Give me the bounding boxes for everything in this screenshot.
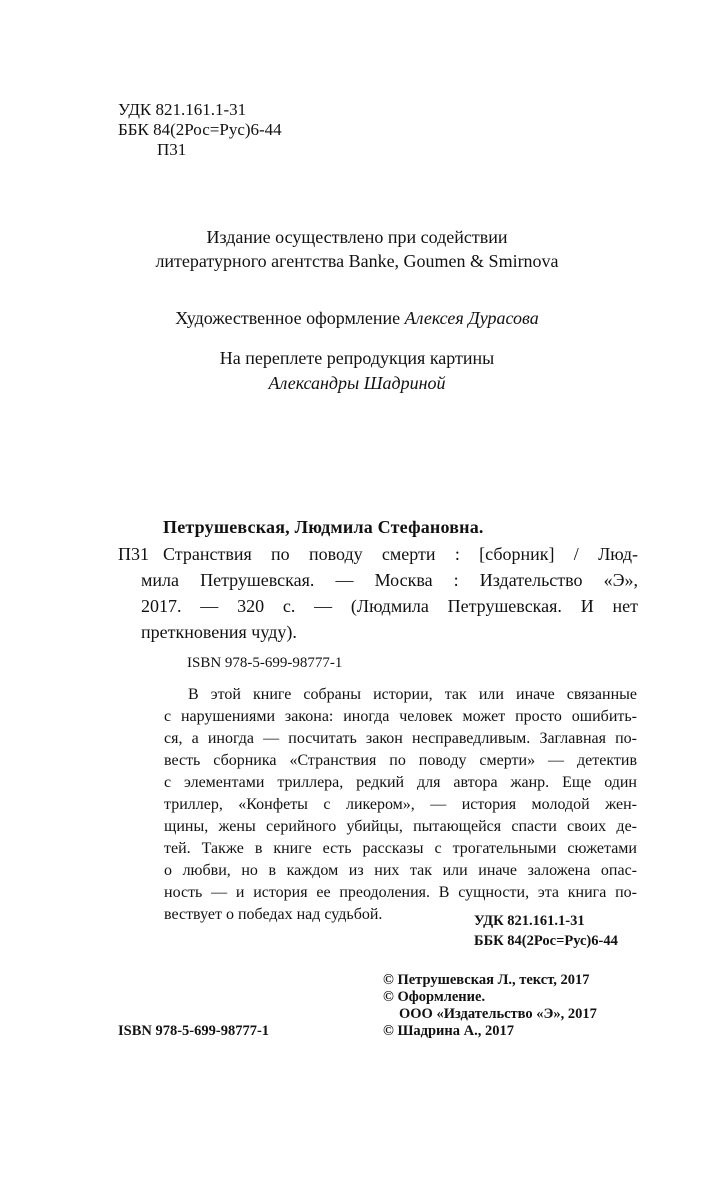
copyright-line: © Оформление. xyxy=(383,989,486,1005)
udk-footer-line: УДК 821.161.1-31 xyxy=(474,913,585,929)
cover-credit-line: На переплете репродукция картины xyxy=(219,348,495,368)
catalog-entry-line: преткновения чуду). xyxy=(141,622,297,642)
copyright-line: ООО «Издательство «Э», 2017 xyxy=(399,1006,597,1022)
catalog-author: Петрушевская, Людмила Стефановна. xyxy=(163,517,484,537)
annotation-line: триллер, «Конфеты с ликером», — история молодой жен- xyxy=(164,796,637,813)
annotation-line: весть сборника «Странствия по поводу смерти» — детектив xyxy=(164,752,637,769)
agency-line-1: Издание осуществлено при содействии xyxy=(206,227,508,247)
catalog-entry-line: 2017. — 320 с. — (Людмила Петрушевская. И нет xyxy=(141,596,638,616)
design-credit xyxy=(118,305,596,331)
annotation-line: ность — и история ее преодоления. В сущности, эта книга по- xyxy=(164,884,637,901)
copyright-line: © Петрушевская Л., текст, 2017 xyxy=(383,972,590,988)
copyright-line: © Шадрина А., 2017 xyxy=(383,1023,514,1039)
annotation-line: щины, жены серийного убийцы, пытающейся спасти своих де- xyxy=(164,818,637,835)
catalog-entry-line: Странствия по поводу смерти : [сборник] / Люд- xyxy=(163,544,638,564)
cover-credit-name: Александры Шадриной xyxy=(268,373,446,393)
catalog-entry xyxy=(141,541,638,645)
author-mark-header: П31 xyxy=(157,140,187,159)
catalog-entry-line: мила Петрушевская. — Москва : Издательство «Э», xyxy=(141,570,638,590)
catalog-isbn: ISBN 978-5-699-98777-1 xyxy=(187,655,343,671)
bbk-footer-line: ББК 84(2Рос=Рус)6-44 xyxy=(474,933,618,949)
isbn-bold: ISBN 978-5-699-98777-1 xyxy=(118,1023,270,1039)
annotation xyxy=(164,684,637,926)
annotation-line: с нарушениями закона: иногда человек может просто ошибить- xyxy=(164,708,637,725)
bbk-header-line: ББК 84(2Рос=Рус)6-44 xyxy=(118,120,282,139)
catalog-author-mark: П31 xyxy=(118,544,149,564)
udk-header-line: УДК 821.161.1-31 xyxy=(118,100,247,119)
annotation-line: о любви, но в каждом из них так или иначе заложена опас- xyxy=(164,862,637,879)
annotation-line: тей. Также в книге есть рассказы с трогательными сюжетами xyxy=(164,840,637,857)
annotation-line: ся, а иногда — посчитать закон несправедливым. Заглавная по- xyxy=(164,730,637,747)
annotation-line: В этой книге собраны истории, так или иначе связанные xyxy=(188,686,637,703)
annotation-line: с элементами триллера, редкий для автора жанр. Еще один xyxy=(164,774,637,791)
agency-line-2: литературного агентства Banke, Goumen & Smirnova xyxy=(155,251,559,271)
design-credit-label: Художественное оформление xyxy=(175,308,401,328)
annotation-line: вествует о победах над судьбой. xyxy=(164,906,383,923)
design-credit-name: Алексея Дурасова xyxy=(404,308,539,328)
